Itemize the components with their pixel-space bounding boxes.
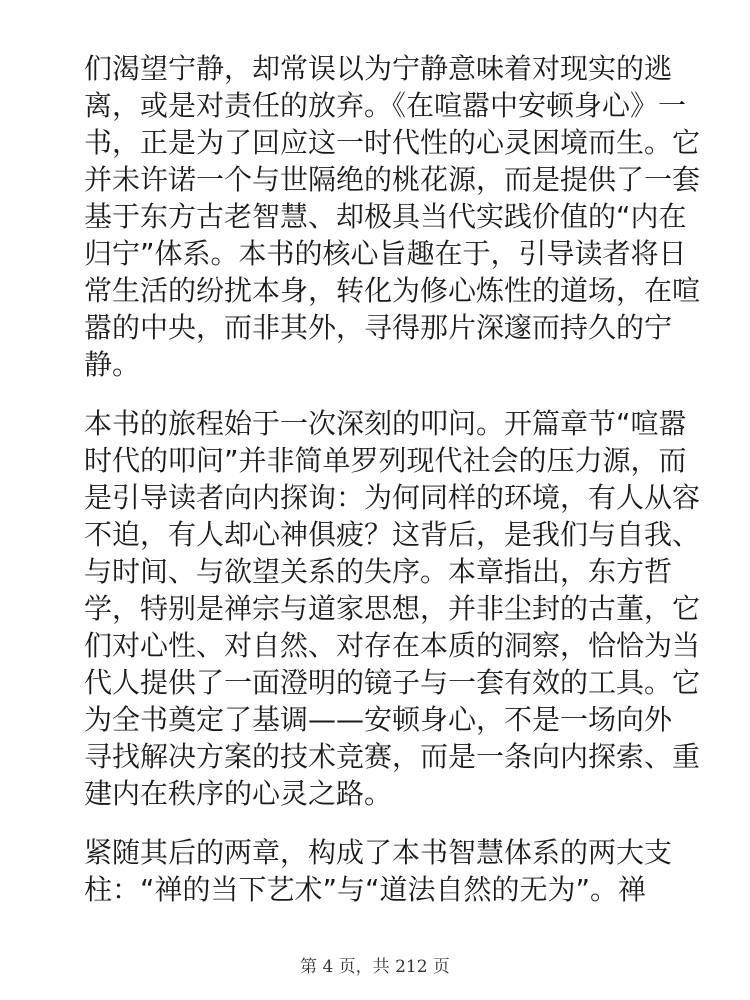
text-line: 并未许诺一个与世隔绝的桃花源，而是提供了一套 xyxy=(84,163,701,196)
text-line: 们渴望宁静，却常误以为宁静意味着对现实的逃 xyxy=(84,52,673,85)
text-line: 常生活的纷扰本身，转化为修心炼性的道场，在喧 xyxy=(84,274,701,307)
text-line: 本书的旅程始于一次深刻的叩问。开篇章节“喧嚣 xyxy=(84,407,687,440)
text-line: 书，正是为了回应这一时代性的心灵困境而生。它 xyxy=(84,126,701,159)
text-line: 建内在秩序的心灵之路。 xyxy=(84,777,393,810)
text-line: 基于东方古老智慧、却极具当代实践价值的“内在 xyxy=(84,200,687,233)
paragraph-3 xyxy=(84,834,674,908)
text-line: 学，特别是禅宗与道家思想，并非尘封的古董，它 xyxy=(84,592,701,625)
text-line: 紧随其后的两章，构成了本书智慧体系的两大支 xyxy=(84,836,673,869)
text-line: 为全书奠定了基调——安顿身心，不是一场向外 xyxy=(84,703,673,736)
text-line: 代人提供了一面澄明的镜子与一套有效的工具。它 xyxy=(84,666,701,699)
text-line: 静。 xyxy=(84,348,141,381)
text-line: 离，或是对责任的放弃。《在喧嚣中安顿身心》一 xyxy=(84,89,687,122)
text-line: 时代的叩问”并非简单罗列现代社会的压力源，而 xyxy=(84,444,687,477)
paragraph-1 xyxy=(84,50,701,383)
text-line: 嚣的中央，而非其外，寻得那片深邃而持久的宁 xyxy=(84,311,673,344)
text-line: 们对心性、对自然、对存在本质的洞察，恰恰为当 xyxy=(84,629,701,662)
page-number-footer: 第 4 页，共 212 页 xyxy=(300,957,450,977)
text-line: 是引导读者向内探询：为何同样的环境，有人从容 xyxy=(84,481,701,514)
text-line: 与时间、与欲望关系的失序。本章指出，东方哲 xyxy=(84,555,673,588)
text-line: 寻找解决方案的技术竞赛，而是一条向内探索、重 xyxy=(84,740,701,773)
paragraph-2 xyxy=(84,405,701,812)
text-line: 归宁”体系。本书的核心旨趣在于，引导读者将日 xyxy=(84,237,687,270)
document-body xyxy=(84,50,701,930)
text-line: 柱：“禅的当下艺术”与“道法自然的无为”。禅 xyxy=(84,873,647,906)
text-line: 不迫，有人却心神俱疲？这背后，是我们与自我、 xyxy=(84,518,701,551)
